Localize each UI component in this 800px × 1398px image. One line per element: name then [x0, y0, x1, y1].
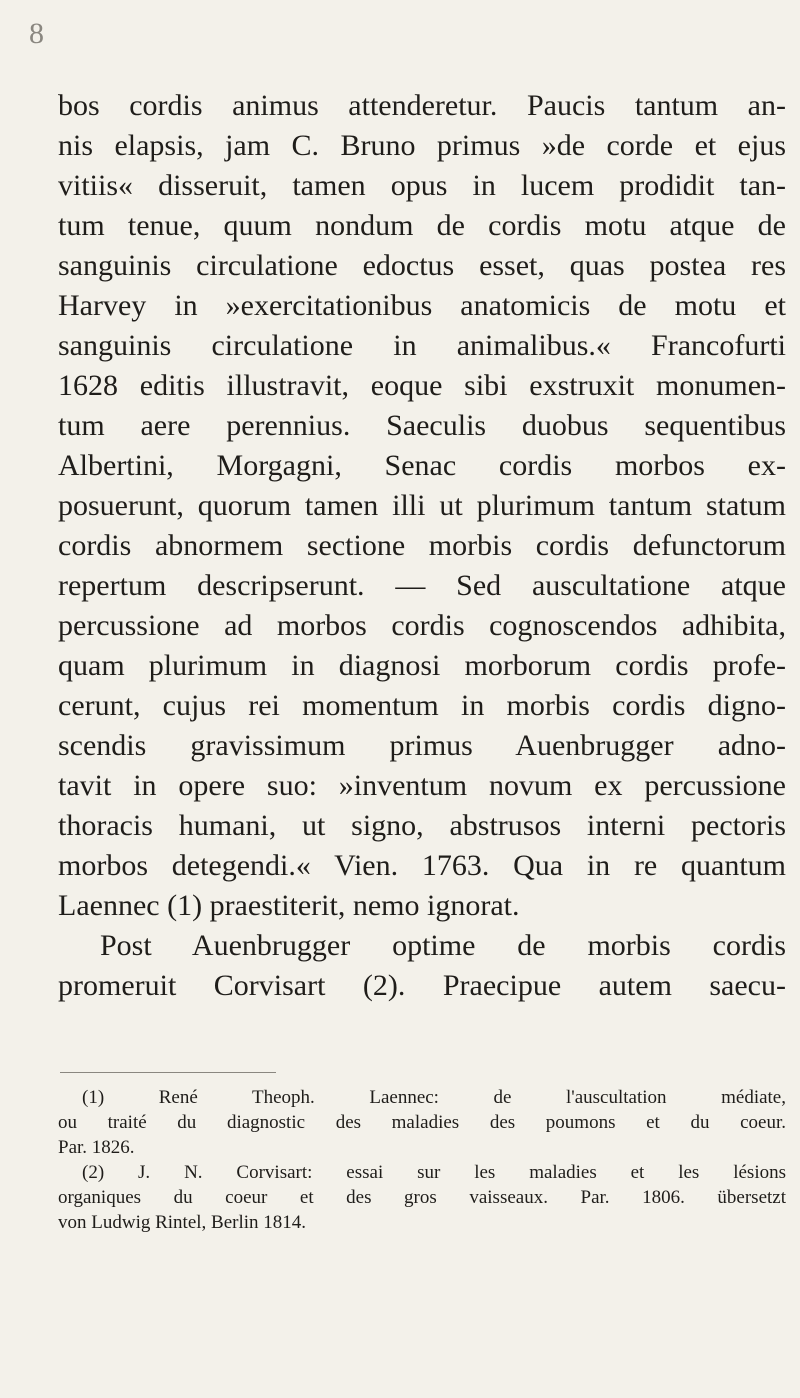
body-line: 1628 editis illustravit, eoque sibi exstruxit monumen-: [58, 369, 786, 402]
body-line: Post Auenbrugger optime de morbis cordis: [100, 929, 786, 962]
body-line: tavit in opere suo: »inventum novum ex percussione: [58, 769, 786, 802]
footnote-line: ou traité du diagnostic des maladies des poumons et du coeur.: [58, 1112, 786, 1133]
body-line: promeruit Corvisart (2). Praecipue autem saecu-: [58, 969, 786, 1002]
body-line: Albertini, Morgagni, Senac cordis morbos ex-: [58, 449, 786, 482]
body-line: nis elapsis, jam C. Bruno primus »de corde et ejus: [58, 129, 786, 162]
body-line: sanguinis circulatione edoctus esset, quas postea res: [58, 249, 786, 282]
footnote-line: von Ludwig Rintel, Berlin 1814.: [58, 1212, 307, 1233]
body-line: tum aere perennius. Saeculis duobus sequentibus: [58, 409, 786, 442]
body-line: cordis abnormem sectione morbis cordis defunctorum: [58, 529, 786, 562]
footnote-line: organiques du coeur et des gros vaisseaux. Par. 1806. übersetzt: [58, 1187, 786, 1208]
body-line: scendis gravissimum primus Auenbrugger adno-: [58, 729, 786, 762]
body-line: bos cordis animus attenderetur. Paucis tantum an-: [58, 89, 786, 122]
footnote-rule: [60, 1072, 276, 1073]
body-line: cerunt, cujus rei momentum in morbis cordis digno-: [58, 689, 786, 722]
footnote-line: (2) J. N. Corvisart: essai sur les maladies et les lésions: [82, 1162, 786, 1183]
body-line: sanguinis circulatione in animalibus.« Francofurti: [58, 329, 786, 362]
body-line: Laennec (1) praestiterit, nemo ignorat.: [58, 889, 520, 922]
footnote-line: (1) René Theoph. Laennec: de l'auscultation médiate,: [82, 1087, 786, 1108]
body-line: posuerunt, quorum tamen illi ut plurimum tantum statum: [58, 489, 786, 522]
body-line: Harvey in »exercitationibus anatomicis de motu et: [58, 289, 786, 322]
body-line: quam plurimum in diagnosi morborum cordis profe-: [58, 649, 786, 682]
body-line: percussione ad morbos cordis cognoscendos adhibita,: [58, 609, 786, 642]
body-line: tum tenue, quum nondum de cordis motu atque de: [58, 209, 786, 242]
body-line: vitiis« disseruit, tamen opus in lucem prodidit tan-: [58, 169, 786, 202]
body-line: thoracis humani, ut signo, abstrusos interni pectoris: [58, 809, 786, 842]
page-number: 8: [29, 17, 44, 50]
footnote-line: Par. 1826.: [58, 1137, 135, 1158]
body-line: repertum descripserunt. — Sed auscultatione atque: [58, 569, 786, 602]
body-line: morbos detegendi.« Vien. 1763. Qua in re quantum: [58, 849, 786, 882]
